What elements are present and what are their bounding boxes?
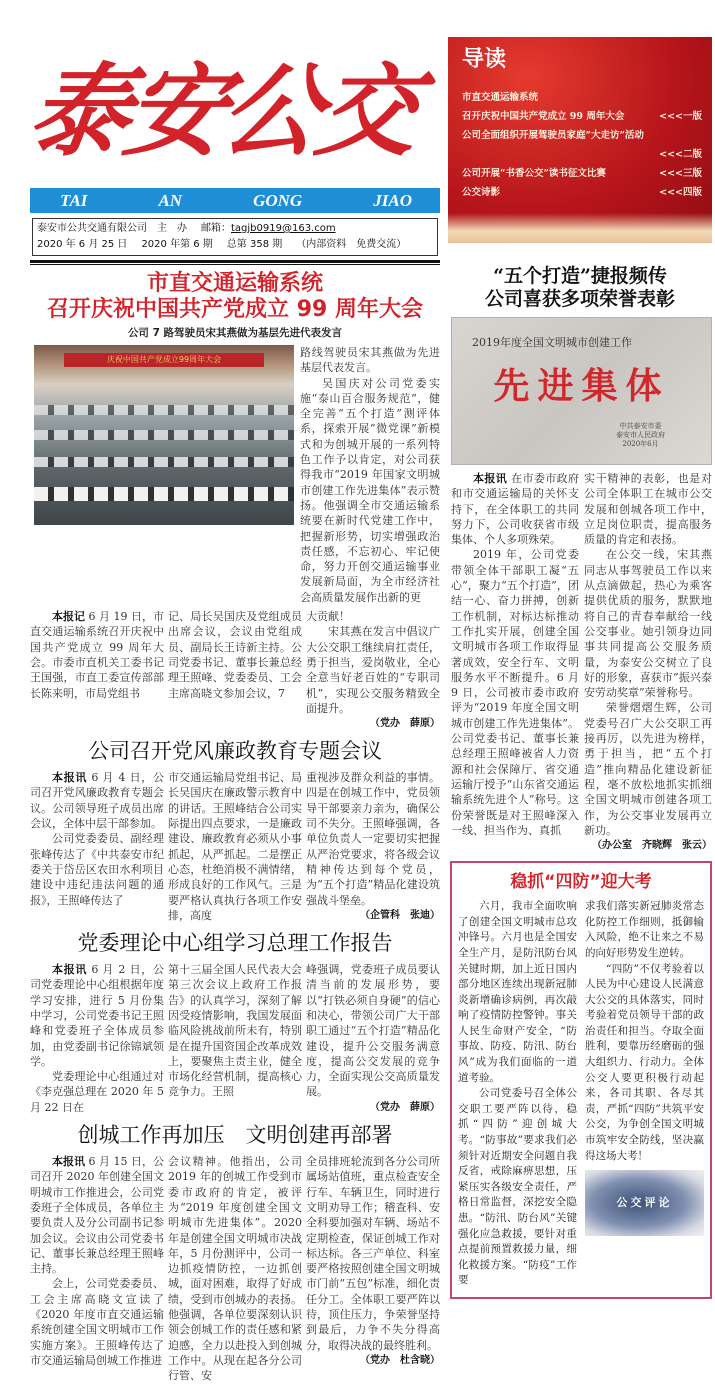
paragraph: 公司党委号召全体公交职工要严阵以待，稳抓“四防”迎创城大考。“防事故”要求我们必须针对近期安全问题自我反省，戒除麻痹思想，压紧压实各级安全责任，严格日常监督，深挖安全隐患。“防汛、防台风”关键强化应急救援，要针对重点提前预置救援力量，细化救援方案。“防疫”工作要	[458, 1087, 577, 1287]
decorative-clouds	[448, 213, 712, 243]
paragraph: 2019 年，公司党委带领全体干部职工凝“五心”，聚力“五个打造”，团结一心、奋力拼搏，创新工作机制，对标达标推动工作扎实开展，创建全国文明城市各项工作取得显著成效，安全行车、文明服务水平不断提升。6 月 9 日，公司被市委市政府评为“2019 年度全国文明城市创建工作先进集体”。公司党委书记、董事长兼总经理王照峰被省人力资源和社会保障厅、省交通运输厅授予“山东省交通运输系统先进个人”称号。这份荣誉既是对王照峰深入一线、担当作为、真抓	[451, 548, 579, 837]
issue-info	[32, 218, 438, 256]
paragraph: 全员排班轮流到各分公司所属场站值班，重点检查安全行车、车辆卫生，同时进行文明劝导工作；稽查科、安全科要加强对车辆、场站不定期检查，保证创城工作对标达标。各三产单位、科室要严格按照创建全国文明城市门前“五包”标准，细化责任分工。全体职工要严阵以待，顶住压力，争荣誉坚持到最后，力争不失分得高分，取得决战的最终胜利。	[306, 1155, 440, 1352]
dateline: 本报讯	[52, 963, 88, 977]
paragraph: 记、局长吴国庆及党组成员出席会议，会议由党组成员、副局长王诗新主持。公司党委书记、董事长兼总经理王照峰、党委委员、工会主席高晓文参加会议，7	[168, 610, 302, 700]
dateline: 本报讯	[52, 771, 88, 785]
article-column	[30, 962, 164, 1115]
dateline: 本报讯	[473, 472, 508, 485]
masthead-logo: 泰安公交	[21, 52, 423, 170]
article-column	[168, 962, 302, 1100]
band-word: TAI	[60, 190, 88, 210]
dateline: 本报记	[52, 610, 85, 624]
article-column	[451, 471, 579, 838]
guide-item[interactable]	[462, 186, 702, 199]
photo-banner: 庆祝中国共产党成立99周年大会	[64, 353, 264, 367]
paragraph: 荣誉熠熠生辉，公司党委号召广大公交职工再接再厉，以先进为榜样，勇于担当，把“五个打造”推向精品化建设新征程，毫不放松地抓实抓细全国文明城市创建各项工作，为公交事业发展再立新功。	[584, 701, 712, 837]
band-word: GONG	[253, 190, 303, 210]
article-column	[306, 1154, 440, 1368]
masthead-band	[30, 188, 440, 213]
guide-item-page: <<<三版	[659, 168, 702, 179]
paragraph: 6 月 2 日，公司党委理论中心组根据年度学习安排，进行 5 月份集中学习，公司党委书记王照峰和党委班子全体成员参加，由党委副书记徐锦斌领学。	[30, 963, 164, 1068]
plaque-issuer	[616, 422, 665, 449]
masthead-rule	[30, 260, 440, 265]
article-column	[300, 345, 440, 605]
paragraph: 峰强调，党委班子成员要认清当前的发展形势，要以“打铁必须自身硬”的信心和决心，带领公司广大干部职工通过“五个打造”精品化建设，提升公交服务满意度，提高公交发展的竞争力，全面实现公交高质量发展。	[306, 963, 440, 1099]
paragraph: 实干精神的表彰，也是对公司全体职工在城市公交发展和创城各项工作中，立足岗位职责，提高服务质量的肯定和表扬。	[584, 472, 712, 547]
paragraph: 重视涉及群众利益的事情。四是在创城工作中，党员领导干部要亲力亲为，确保公司不失分。王照峰强调，各单位负责人一定要切实把握从严治党要求，将各级会议精神传达到每个党员，为“五个打造”精品化建设筑强战斗堡垒。	[306, 771, 440, 907]
lead-headline-1: 市直交通运输系统	[146, 271, 323, 296]
band-word: AN	[158, 190, 183, 210]
paragraph: 第十三届全国人民代表大会第三次会议上政府工作报告》的认真学习，深刻了解因受疫情影响，我国发展面临风险挑战前所未有，特别是在提升国资国企改革成效上，要聚焦主责主业，健全市场化经营机制，提高核心竞争力。王照	[168, 963, 302, 1099]
guide-item-text: 市直交通运输系统	[462, 92, 539, 103]
paragraph: 党委理论中心组通过对《李克强总理在 2020 年 5 月 22 日在	[30, 1070, 164, 1114]
right-pane	[448, 37, 712, 1299]
paragraph: 6 月 4 日，公司召开党风廉政教育专题会议。公司领导班子成员出席会议，全体中层干部参加。	[30, 771, 164, 831]
paragraph: 六月，我市全面吹响了创建全国文明城市总攻冲锋号。六月也是全国安全生产月，是防汛防台风关键时期，加上近日国内部分地区连续出现新冠肺炎新增确诊病例，再次敲响了疫情防控警钟。事关人民生命财产安全，“防事故、防疫、防汛、防台风”成为我们面临的一道道考验。	[458, 900, 577, 1084]
guide-title: 导读	[462, 47, 507, 72]
guide-box	[448, 37, 712, 243]
guide-item-page: <<<一版	[659, 111, 702, 122]
paragraph: “四防”不仅考验着以人民为中心建设人民满意大公交的具体落实，同时考验着党员领导干部的政治责任和担当。夺取全面胜利，要靠历经磨砺的强大组织力、行动力。全体公交人要更积极行动起来，各司其职、各尽其责，严抓“四防”共筑平安公交，为争创全国文明城市筑牢安全防线，坚决赢得这场大考！	[585, 962, 704, 1162]
paragraph: 在市委市政府和市交通运输局的关怀支持下，在全体职工的共同努力下，公司收获省市级集体、个人多项殊荣。	[451, 472, 580, 547]
paragraph: 在公交一线，宋其燕同志从事驾驶员工作以来从点滴做起，热心为乘客提供优质的服务，默默地将自己的青春奉献给一线公交事业。她引领身边同事共同提高公交服务质量，为泰安公交树立了良好的形象，喜获市“振兴泰安劳动奖章”荣誉称号。	[584, 548, 712, 700]
paragraph: 公司党委委员、副经理张峰传达了《中共泰安市纪委关于岱岳区农田水利项目建设中违纪违法问题的通报》，王照峰传达了	[30, 832, 164, 907]
meeting-photo	[34, 345, 294, 525]
guide-item-page: <<<四版	[659, 187, 702, 198]
byline: （党办 杜含晓）	[360, 1354, 440, 1366]
lead-article	[30, 271, 440, 731]
article-headline: 公司召开党风廉政教育专题会议	[88, 739, 382, 764]
publisher: 泰安市公共交通有限公司 主 办	[37, 223, 187, 234]
article-headline-2: 公司喜获多项荣誉表彰	[484, 288, 675, 310]
byline: （企管科 张迪）	[360, 909, 440, 921]
guide-item-text: 公司全面组织开展驾驶员家庭“大走访”活动	[462, 130, 644, 141]
article-column	[306, 962, 440, 1115]
plaque-title: 2019年度全国文明城市创建工作	[472, 336, 632, 349]
email-link[interactable]: tagjb0919@163.com	[231, 223, 336, 234]
dateline: 本报讯	[52, 1155, 85, 1169]
paragraph: 6 月 19 日，市直交通运输系统召开庆祝中国共产党成立 99 周年大会。市委市直机关工委书记王国强，市直工委宣传部部长陈来明，市局党组书	[30, 610, 164, 700]
left-pane	[21, 36, 440, 1384]
commentary-box	[450, 861, 712, 1299]
award-article	[448, 265, 712, 853]
byline: （党办 薛原）	[370, 718, 440, 730]
issue-number: 2020 年第 6 期	[141, 239, 213, 250]
guide-item-text: 公司开展“书香公交”读书征文比赛	[462, 168, 606, 179]
guide-item-text: 召开庆祝中国共产党成立 99 周年大会	[462, 111, 625, 122]
column-logo-image: 公交评论	[585, 1170, 704, 1236]
guide-item[interactable]	[462, 110, 702, 123]
paragraph: 市交通运输局党组书记、局长吴国庆在廉政警示教育中的讲话。王照峰结合公司实际提出四点要求，一是廉政建设、廉政教育必须从小事抓起，从严抓起。二是摆正心态，杜绝消极不满情绪，形成良好的工作风气。三是要严格认真执行各项工作安排，高度	[168, 771, 302, 922]
article-column	[306, 770, 440, 923]
byline: （党办 薛原）	[370, 1101, 440, 1113]
plaque-award: 先进集体	[493, 365, 670, 407]
article-column	[585, 899, 704, 1236]
commentary-title: 稳抓“四防”迎大考	[510, 872, 652, 893]
issuer-line: 2020年6月	[622, 440, 659, 448]
guide-item[interactable]	[462, 91, 702, 104]
guide-item-page: <<<二版	[659, 149, 702, 160]
article-column	[168, 1154, 302, 1383]
paragraph: 吴国庆对公司党委实施“泰山百合服务规范”，健全完善“五个打造”测评体系，探索开展“微党课”新模式和为创城开展的一系列特色工作予以肯定，对公司获得我市“2019 年国家文明城市创建工作先进集体”表示赞扬。他强调全市交通运输系统要在新时代党建工作中，把握新形势，切实增强政治责任感，不忘初心、牢记使命，努力开创交通运输事业发展新局面，为全市经济社会高质量发展作出新的更	[300, 376, 440, 604]
article-column	[168, 770, 302, 923]
article-column	[168, 609, 302, 701]
lead-subtitle: 公司 7 路驾驶员宋其燕做为基层先进代表发言	[127, 327, 343, 339]
article-column	[30, 609, 164, 701]
guide-item[interactable]	[462, 148, 702, 161]
lead-headline-2: 召开庆祝中国共产党成立 99 周年大会	[47, 297, 423, 322]
award-plaque-photo	[451, 317, 712, 465]
guide-item[interactable]	[462, 129, 702, 142]
issuer-line: 泰安市人民政府	[616, 431, 665, 439]
paragraph: 会议精神。他指出，公司 2019 年的创城工作受到市委市政府的肯定，被评为“2019 年度创建全国文明城市先进集体”。2020 年是创建全国文明城市决战年，5 月份测评中，公司一边抓疫情防控，一边抓创城，面对困难，取得了好成绩，受到市创城办的表扬。他强调，各单位要深刻认识领会创城工作的责任感和紧迫感，全力以赴投入到创城工作中。从现在起各分公司行管、安	[168, 1155, 302, 1383]
article-headline: 创城工作再加压 文明创建再部署	[77, 1123, 393, 1148]
guide-item[interactable]	[462, 167, 702, 180]
total-issue: 总第 358 期	[226, 239, 283, 250]
band-word: JIAO	[373, 190, 412, 210]
article-column	[458, 899, 577, 1289]
article-column	[306, 609, 440, 731]
article-headline: 党委理论中心组学习总理工作报告	[77, 931, 393, 956]
paragraph: 大贡献！	[306, 610, 350, 624]
paragraph: 路线驾驶员宋其燕做为先进基层代表发言。	[300, 346, 440, 375]
issue-date: 2020 年 6 月 25 日	[37, 239, 128, 250]
email-label: 邮箱：	[201, 223, 231, 234]
article-column	[584, 471, 712, 853]
article-column	[30, 1154, 164, 1368]
paragraph: 会上，公司党委委员、工会主席高晓文宣读了《2020 年度市直交通运输系统创建全国文明城市工作实施方案》。王照峰传达了市交通运输局创城工作推进	[30, 1277, 164, 1367]
byline: （办公室 齐晓辉 张云）	[592, 840, 712, 852]
paragraph: 宋其燕在发言中倡议广大公交职工继续肩扛责任，勇于担当，爱岗敬业，全心全意当好老百姓的“专职司机”，实现公交服务精致全面提升。	[306, 625, 440, 715]
paragraph: 6 月 15 日，公司召开 2020 年创建全国文明城市工作推进会，公司党委班子全体成员，各单位主要负责人及分公司副书记参加会议。会议由公司党委书记、董事长兼总经理王照峰主持。	[30, 1155, 164, 1276]
issue-note: （内部资料 免费交流）	[296, 239, 407, 250]
guide-item-text: 公交诗影	[462, 187, 501, 198]
issuer-line: 中共泰安市委	[619, 422, 662, 430]
article-headline-1: “五个打造”捷报频传	[493, 265, 667, 287]
article-column	[30, 770, 164, 908]
paragraph: 求我们落实新冠肺炎常态化防控工作细则，抵御输入风险，绝不让来之不易的向好形势发生逆转。	[585, 900, 704, 959]
